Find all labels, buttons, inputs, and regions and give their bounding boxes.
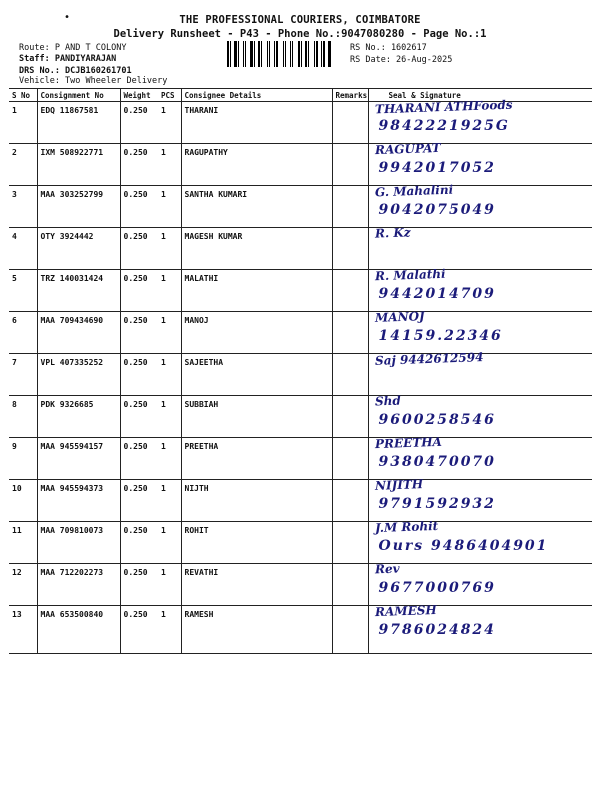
page-title: THE PROFESSIONAL COURIERS, COIMBATORE	[179, 14, 421, 26]
vehicle-label: Vehicle: Two Wheeler Delivery	[19, 76, 168, 86]
header-dot: •	[64, 12, 71, 23]
table-row	[9, 312, 592, 354]
row-pcs: 1	[158, 438, 181, 480]
row-consignee: RAGUPATHY	[181, 144, 332, 186]
table-row	[9, 144, 592, 186]
row-consignment-no: VPL 407335252	[37, 354, 120, 396]
row-weight: 0.250	[120, 522, 158, 564]
signature-text: J.M Rohit	[374, 518, 438, 536]
row-remarks	[332, 438, 368, 480]
row-signature	[368, 602, 592, 654]
signature-phone: 9600258546	[378, 412, 496, 428]
signature-phone: 9791592932	[378, 496, 496, 512]
row-weight: 0.250	[120, 270, 158, 312]
row-pcs: 1	[158, 102, 181, 144]
row-pcs: 1	[158, 564, 181, 606]
row-remarks	[332, 186, 368, 228]
row-remarks	[332, 102, 368, 144]
row-sno: 11	[9, 522, 37, 564]
row-consignee: SAJEETHA	[181, 354, 332, 396]
row-signature	[368, 350, 592, 396]
signature-phone: 9042075049	[378, 202, 496, 218]
row-remarks	[332, 480, 368, 522]
row-consignment-no: MAA 712202273	[37, 564, 120, 606]
signature-text: PREETHA	[374, 434, 442, 452]
row-pcs: 1	[158, 186, 181, 228]
col-consignment: Consignment No	[37, 89, 120, 102]
row-remarks	[332, 396, 368, 438]
row-consignee: MANOJ	[181, 312, 332, 354]
row-weight: 0.250	[120, 438, 158, 480]
row-weight: 0.250	[120, 396, 158, 438]
drs-number: DRS No.: DCJB160261701	[19, 66, 132, 76]
row-sno: 4	[9, 228, 37, 270]
row-sno: 9	[9, 438, 37, 480]
row-sno: 1	[9, 102, 37, 144]
row-signature	[368, 393, 592, 438]
row-signature	[368, 182, 592, 228]
route-label: Route: P AND T COLONY	[19, 43, 127, 53]
row-weight: 0.250	[120, 228, 158, 270]
runsheet-table	[9, 88, 592, 654]
row-signature	[368, 477, 592, 522]
col-sno: S No	[9, 89, 37, 102]
row-pcs: 1	[158, 606, 181, 654]
signature-text: RAGUPAT	[374, 140, 441, 158]
row-consignee: MALATHI	[181, 270, 332, 312]
row-pcs: 1	[158, 396, 181, 438]
table-row	[9, 270, 592, 312]
row-pcs: 1	[158, 312, 181, 354]
col-weight: Weight	[120, 89, 158, 102]
rs-number: RS No.: 1602617	[350, 43, 427, 53]
table-row	[9, 480, 592, 522]
signature-text: Shd	[374, 393, 401, 409]
row-consignee: SUBBIAH	[181, 396, 332, 438]
row-sno: 7	[9, 354, 37, 396]
row-consignee: REVATHI	[181, 564, 332, 606]
row-consignee: PREETHA	[181, 438, 332, 480]
row-pcs: 1	[158, 270, 181, 312]
signature-text: Rev	[374, 561, 400, 577]
signature-phone: 9786024824	[378, 622, 496, 638]
signature-phone: Ours 9486404901	[378, 538, 549, 554]
signature-phone: 9380470070	[378, 454, 496, 470]
signature-phone: 9842221925G	[378, 118, 510, 134]
row-consignment-no: PDK 9326685	[37, 396, 120, 438]
row-consignment-no: MAA 709810073	[37, 522, 120, 564]
row-consignee: SANTHA KUMARI	[181, 186, 332, 228]
barcode	[227, 41, 347, 67]
row-consignee: NIJTH	[181, 480, 332, 522]
row-sno: 3	[9, 186, 37, 228]
row-signature	[368, 518, 592, 564]
row-remarks	[332, 312, 368, 354]
row-sno: 10	[9, 480, 37, 522]
signature-text: Saj 9442612594	[374, 350, 484, 368]
row-consignment-no: IXM 508922771	[37, 144, 120, 186]
signature-text: G. Mahalini	[374, 182, 453, 200]
row-remarks	[332, 354, 368, 396]
table-row	[9, 354, 592, 396]
signature-phone: 9942017052	[378, 160, 496, 176]
row-sno: 2	[9, 144, 37, 186]
row-weight: 0.250	[120, 354, 158, 396]
signature-text: R. Malathi	[374, 266, 446, 284]
col-consignee: Consignee Details	[181, 89, 332, 102]
table-row	[9, 396, 592, 438]
table-row	[9, 606, 592, 654]
row-consignment-no: TRZ 140031424	[37, 270, 120, 312]
row-sno: 8	[9, 396, 37, 438]
row-sno: 5	[9, 270, 37, 312]
row-consignment-no: MAA 709434690	[37, 312, 120, 354]
row-consignee: THARANI	[181, 102, 332, 144]
row-remarks	[332, 228, 368, 270]
signature-phone: 9677000769	[378, 580, 496, 596]
row-weight: 0.250	[120, 102, 158, 144]
row-remarks	[332, 522, 368, 564]
row-remarks	[332, 564, 368, 606]
row-weight: 0.250	[120, 564, 158, 606]
signature-phone: 14159.22346	[378, 328, 503, 344]
row-remarks	[332, 144, 368, 186]
col-pcs: PCS	[158, 89, 181, 102]
row-weight: 0.250	[120, 144, 158, 186]
row-pcs: 1	[158, 354, 181, 396]
row-consignment-no: OTY 3924442	[37, 228, 120, 270]
row-pcs: 1	[158, 522, 181, 564]
signature-text: THARANI ATHFoods	[374, 97, 513, 117]
row-consignment-no: MAA 945594157	[37, 438, 120, 480]
table-row	[9, 564, 592, 606]
row-sno: 6	[9, 312, 37, 354]
row-weight: 0.250	[120, 312, 158, 354]
table-row	[9, 228, 592, 270]
row-weight: 0.250	[120, 186, 158, 228]
signature-text: NIJITH	[374, 477, 423, 493]
table-row	[9, 102, 592, 144]
row-remarks	[332, 606, 368, 654]
row-signature	[368, 97, 592, 144]
row-weight: 0.250	[120, 480, 158, 522]
table-row	[9, 186, 592, 228]
row-pcs: 1	[158, 228, 181, 270]
staff-label: Staff: PANDIYARAJAN	[19, 54, 117, 64]
row-sno: 13	[9, 606, 37, 654]
row-sno: 12	[9, 564, 37, 606]
signature-text: R. Kz	[374, 225, 411, 241]
row-signature	[368, 434, 592, 480]
col-remarks: Remarks	[332, 89, 368, 102]
signature-phone: 9442014709	[378, 286, 496, 302]
rs-date: RS Date: 26-Aug-2025	[350, 55, 453, 65]
page-subtitle: Delivery Runsheet - P43 - Phone No.:9047080280 - Page No.:1	[113, 28, 487, 40]
signature-text: RAMESH	[374, 602, 437, 620]
row-pcs: 1	[158, 480, 181, 522]
row-signature	[368, 266, 592, 312]
row-weight: 0.250	[120, 606, 158, 654]
row-remarks	[332, 270, 368, 312]
row-consignment-no: MAA 303252799	[37, 186, 120, 228]
row-signature	[368, 140, 592, 186]
row-signature	[368, 561, 592, 606]
row-consignee: RAMESH	[181, 606, 332, 654]
row-pcs: 1	[158, 144, 181, 186]
row-signature	[368, 225, 592, 270]
row-consignment-no: EDQ 11867581	[37, 102, 120, 144]
row-consignment-no: MAA 653500840	[37, 606, 120, 654]
table-row	[9, 438, 592, 480]
row-consignee: ROHIT	[181, 522, 332, 564]
row-consignee: MAGESH KUMAR	[181, 228, 332, 270]
table-row	[9, 522, 592, 564]
signature-text: MANOJ	[374, 309, 425, 325]
row-signature	[368, 309, 592, 354]
row-consignment-no: MAA 945594373	[37, 480, 120, 522]
col-seal: Seal & Signature	[368, 89, 592, 102]
